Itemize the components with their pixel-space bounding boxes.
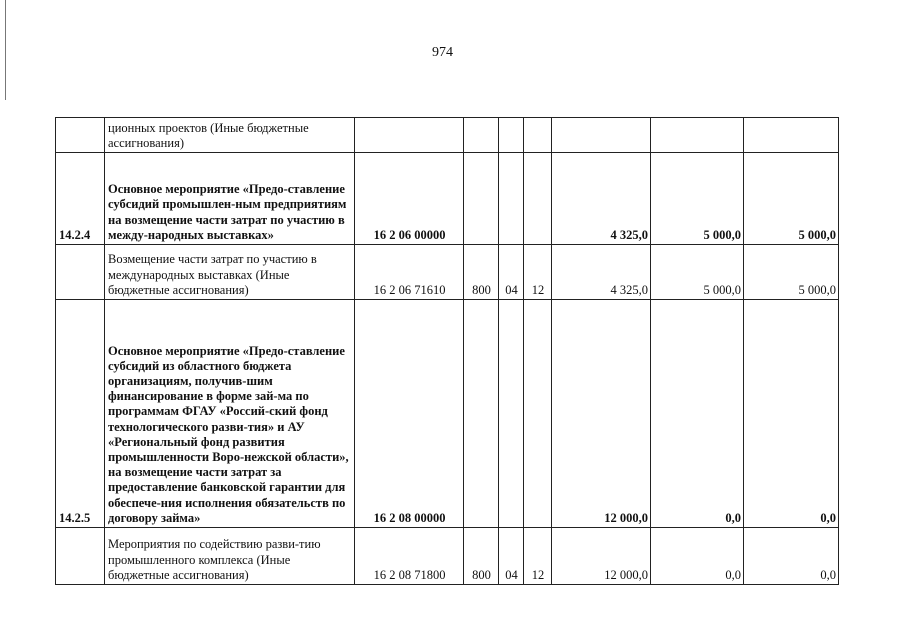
row-pr: 12 <box>524 245 552 300</box>
row-value-3: 0,0 <box>744 528 839 585</box>
row-vr: 800 <box>464 528 499 585</box>
row-code: 16 2 08 71800 <box>355 528 464 585</box>
row-number: 14.2.4 <box>56 153 105 245</box>
row-vr <box>464 153 499 245</box>
row-number <box>56 245 105 300</box>
row-rz <box>499 153 524 245</box>
row-value-2: 5 000,0 <box>651 245 744 300</box>
row-value-1: 4 325,0 <box>552 153 651 245</box>
row-number <box>56 528 105 585</box>
row-number: 14.2.5 <box>56 300 105 528</box>
page-number: 974 <box>432 45 453 60</box>
row-code <box>355 118 464 153</box>
row-rz: 04 <box>499 528 524 585</box>
row-pr <box>524 118 552 153</box>
row-code: 16 2 08 00000 <box>355 300 464 528</box>
row-code: 16 2 06 71610 <box>355 245 464 300</box>
table-row <box>56 245 839 300</box>
row-value-1: 4 325,0 <box>552 245 651 300</box>
row-value-3 <box>744 118 839 153</box>
row-vr <box>464 300 499 528</box>
row-number <box>56 118 105 153</box>
row-code: 16 2 06 00000 <box>355 153 464 245</box>
row-rz <box>499 118 524 153</box>
table-row <box>56 118 839 153</box>
row-value-2: 0,0 <box>651 528 744 585</box>
table-row <box>56 300 839 528</box>
table-row <box>56 153 839 245</box>
row-value-1: 12 000,0 <box>552 300 651 528</box>
row-vr: 800 <box>464 245 499 300</box>
row-vr <box>464 118 499 153</box>
row-pr <box>524 300 552 528</box>
row-name: Основное мероприятие «Предо-ставление субсидий из областного бюджета организациям, получив-шим финансирование в форме зай-ма по программам ФГАУ «Россий-ский фонд технологического разви-тия» и АУ «Региональный фонд развития промышленности Воро-нежской области», на возмещение части затрат за предоставление банковской гарантии для обеспече-ния исполнения обязательств по договору займа» <box>105 300 355 528</box>
row-value-2: 5 000,0 <box>651 153 744 245</box>
row-value-1: 12 000,0 <box>552 528 651 585</box>
row-value-3: 0,0 <box>744 300 839 528</box>
row-name: Основное мероприятие «Предо-ставление субсидий промышлен-ным предприятиям на возмещение части затрат по участию в между-народных выставках» <box>105 153 355 245</box>
row-rz <box>499 300 524 528</box>
row-value-3: 5 000,0 <box>744 153 839 245</box>
row-value-3: 5 000,0 <box>744 245 839 300</box>
row-name: Мероприятия по содействию разви-тию промышленного комплекса (Иные бюджетные ассигнования) <box>105 528 355 585</box>
row-rz: 04 <box>499 245 524 300</box>
row-pr <box>524 153 552 245</box>
row-name: Возмещение части затрат по участию в международных выставках (Иные бюджетные ассигнования) <box>105 245 355 300</box>
row-value-2 <box>651 118 744 153</box>
table-row <box>56 528 839 585</box>
row-value-2: 0,0 <box>651 300 744 528</box>
row-pr: 12 <box>524 528 552 585</box>
row-name: ционных проектов (Иные бюджетные ассигнования) <box>105 118 355 153</box>
row-value-1 <box>552 118 651 153</box>
budget-table <box>55 117 839 585</box>
